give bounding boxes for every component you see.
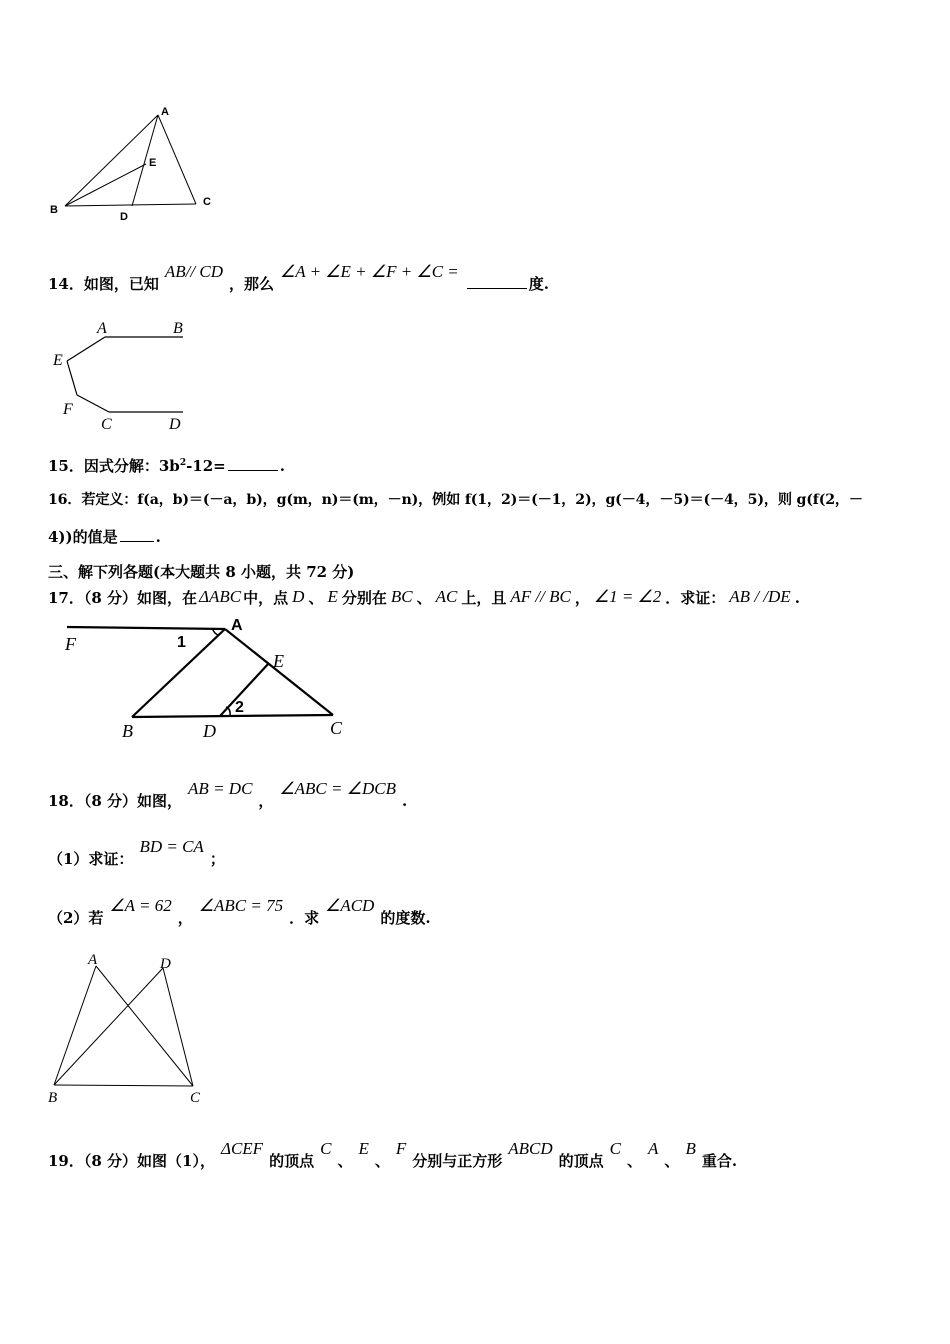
question-16-line1: 16．若定义：f(a，b)＝(－a，b)，g(m，n)＝(m，－n)，例如 f(1，2)＝(－1，2)，g(－4，－5)＝(－4，5)，则 g(f(2，－ <box>48 492 863 508</box>
figure-q17-triangle <box>55 615 365 745</box>
figure-q18-crossed <box>40 948 210 1108</box>
label-e: E <box>149 157 157 169</box>
label-1: 1 <box>177 634 186 651</box>
label-b: B <box>50 204 58 216</box>
label-e: E <box>53 352 63 369</box>
label-c: C <box>203 196 211 208</box>
label-a: A <box>161 106 169 118</box>
label-b: B <box>122 721 133 741</box>
label-a: A <box>97 320 107 337</box>
question-19: 19．（8 分）如图（1），ΔCEF的顶点C、E、F分别与正方形ABCD的顶点C、A、B重合. <box>48 1139 738 1170</box>
label-c: C <box>101 416 112 433</box>
label-d: D <box>120 211 128 223</box>
answer-blank[interactable] <box>467 288 527 289</box>
label-a: A <box>88 952 98 968</box>
figure-triangle-abc-de <box>40 100 230 225</box>
label-d: D <box>203 721 216 741</box>
label-f: F <box>65 634 76 654</box>
answer-blank[interactable] <box>120 541 154 542</box>
question-15: 15．因式分解：$3b^2-12=$ . <box>48 457 285 475</box>
question-18: 18．（8 分）如图，AB = DC，∠ABC = ∠DCB. <box>48 779 408 810</box>
section-3-title: 三、解下列各题(本大题共 8 小题，共 72 分) <box>48 563 355 581</box>
question-18-part2: （2）若∠A = 62，∠ABC = 75．求∠ACD的度数. <box>48 896 431 927</box>
math-angle-sum: ∠A + ∠E + ∠F + ∠C = <box>280 262 459 281</box>
label-f: F <box>63 401 73 418</box>
figure-q14-parallel <box>45 315 195 435</box>
label-d: D <box>160 956 171 972</box>
answer-blank[interactable] <box>228 470 278 471</box>
label-c: C <box>190 1090 201 1106</box>
label-a: A <box>231 617 243 634</box>
label-2: 2 <box>235 699 244 716</box>
question-18-part1: （1）求证：BD = CA； <box>48 837 225 868</box>
math-ab-parallel-cd: AB// CD <box>164 262 223 281</box>
label-c: C <box>330 718 343 738</box>
question-14: 14．如图，已知AB// CD，那么∠A + ∠E + ∠F + ∠C =度. <box>48 262 550 293</box>
question-16-line2: 4))的值是 . <box>48 528 161 546</box>
label-e: E <box>273 651 284 671</box>
label-d: D <box>169 416 181 433</box>
label-b: B <box>48 1090 58 1106</box>
question-17: 17．（8 分）如图，在 ΔABC 中，点 D 、 E 分别在 BC 、 AC 上，且 AF // BC ， ∠1 = ∠2 ．求证： AB / /DE . <box>48 587 800 607</box>
label-b: B <box>173 320 183 337</box>
